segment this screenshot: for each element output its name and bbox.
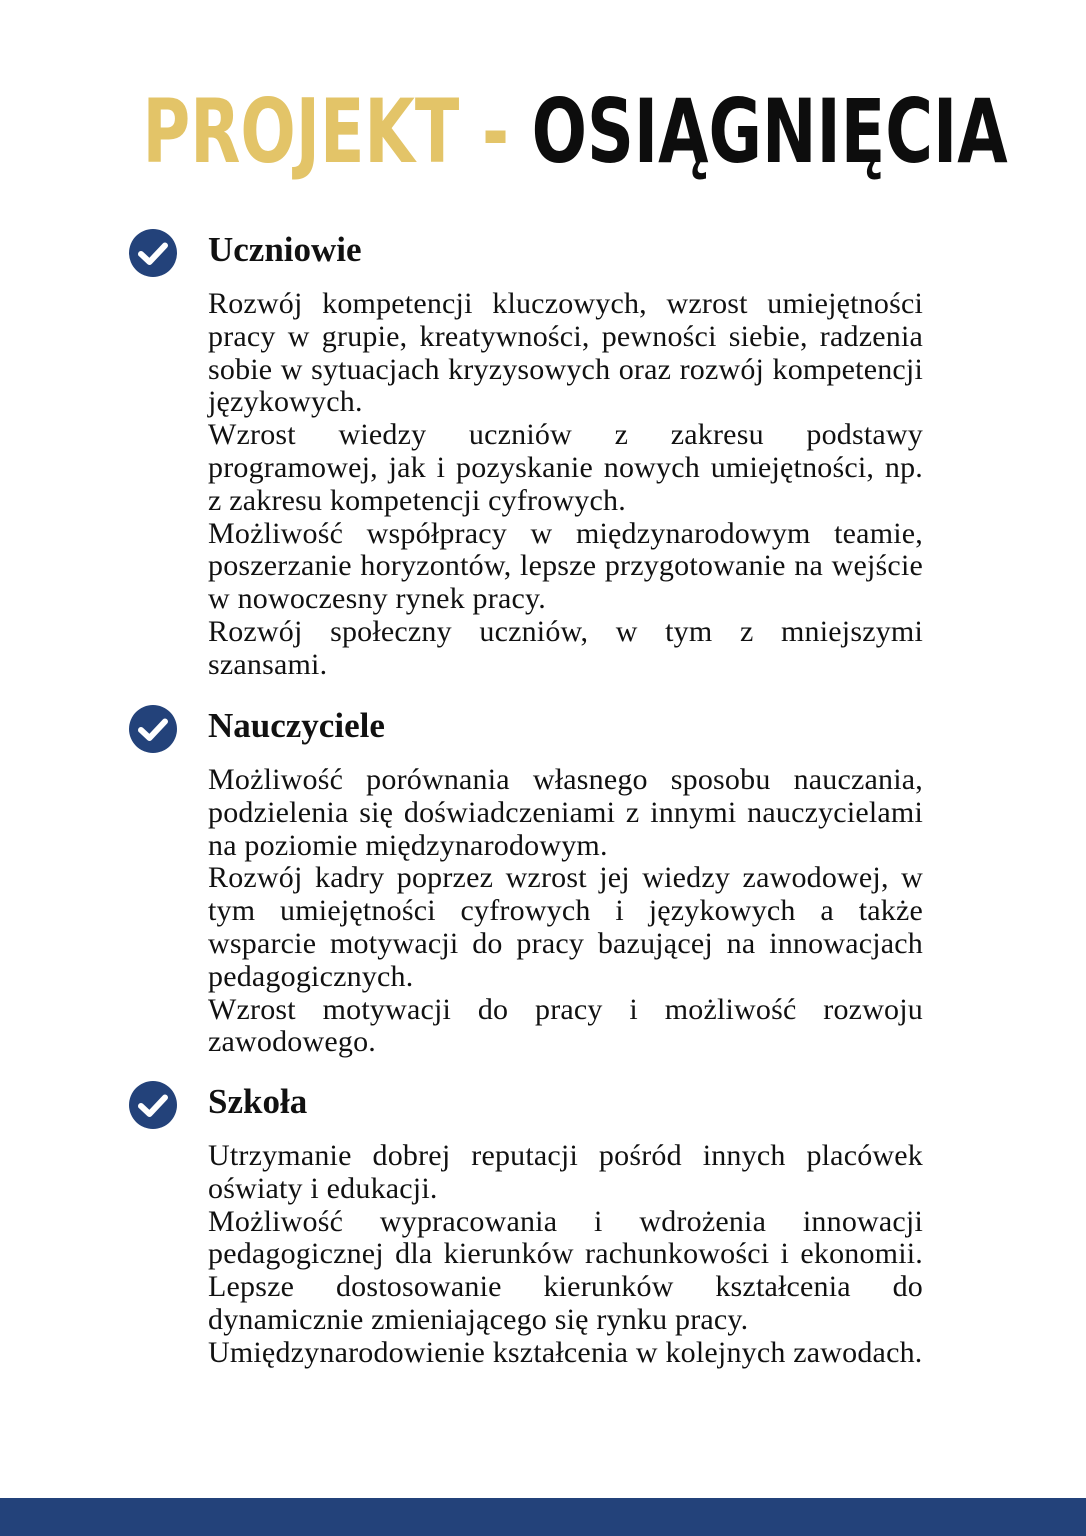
section-body-uczniowie bbox=[208, 288, 923, 682]
section-paragraph: Rozwój kadry poprzez wzrost jej wiedzy zawodowej, w tym umiejętności cyfrowych i językowych a także wsparcie motywacji do pracy bazującej na innowacjach pedagogicznych. bbox=[208, 861, 923, 993]
page-title-main: OSIĄGNIĘCIA bbox=[531, 80, 1008, 183]
section-paragraph: Rozwój kompetencji kluczowych, wzrost umiejętności pracy w grupie, kreatywności, pewności siebie, radzenia sobie w sytuacjach kryzysowych oraz rozwój kompetencji językowych. bbox=[208, 287, 923, 419]
page-title-prefix: PROJEKT - bbox=[142, 80, 532, 183]
page-title bbox=[142, 72, 1008, 192]
section-paragraph: Wzrost motywacji do pracy i możliwość rozwoju zawodowego. bbox=[208, 992, 923, 1059]
section-paragraph: Możliwość współpracy w międzynarodowym teamie, poszerzanie horyzontów, lepsze przygotowanie na wejście w nowoczesny rynek pracy. bbox=[208, 516, 923, 616]
section-paragraph: Wzrost wiedzy uczniów z zakresu podstawy programowej, jak i pozyskanie nowych umiejętności, np. z zakresu kompetencji cyfrowych. bbox=[208, 418, 923, 517]
section-paragraph: Możliwość porównania własnego sposobu nauczania, podzielenia się doświadczeniami z innymi nauczycielami na poziomie międzynarodowym. bbox=[208, 763, 923, 862]
section-body-nauczyciele bbox=[208, 764, 923, 1059]
section-paragraph: Rozwój społeczny uczniów, w tym z mniejszymi szansami. bbox=[208, 614, 923, 681]
section-heading: Nauczyciele bbox=[208, 706, 385, 745]
check-circle-icon bbox=[128, 704, 178, 754]
section-heading: Szkoła bbox=[208, 1082, 308, 1121]
footer-bar bbox=[0, 1498, 1086, 1536]
check-circle-icon bbox=[128, 1080, 178, 1130]
section-paragraph: Utrzymanie dobrej reputacji pośród innych placówek oświaty i edukacji. bbox=[208, 1139, 923, 1205]
section-paragraph: Umiędzynarodowienie kształcenia w kolejnych zawodach. bbox=[208, 1335, 923, 1369]
section-body-szkola bbox=[208, 1140, 923, 1370]
check-circle-icon bbox=[128, 228, 178, 278]
section-paragraph: Możliwość wypracowania i wdrożenia innowacji pedagogicznej dla kierunków rachunkowości i ekonomii. Lepsze dostosowanie kierunków kształcenia do dynamicznie zmieniającego się rynku pracy. bbox=[208, 1204, 923, 1336]
section-heading: Uczniowie bbox=[208, 230, 362, 269]
